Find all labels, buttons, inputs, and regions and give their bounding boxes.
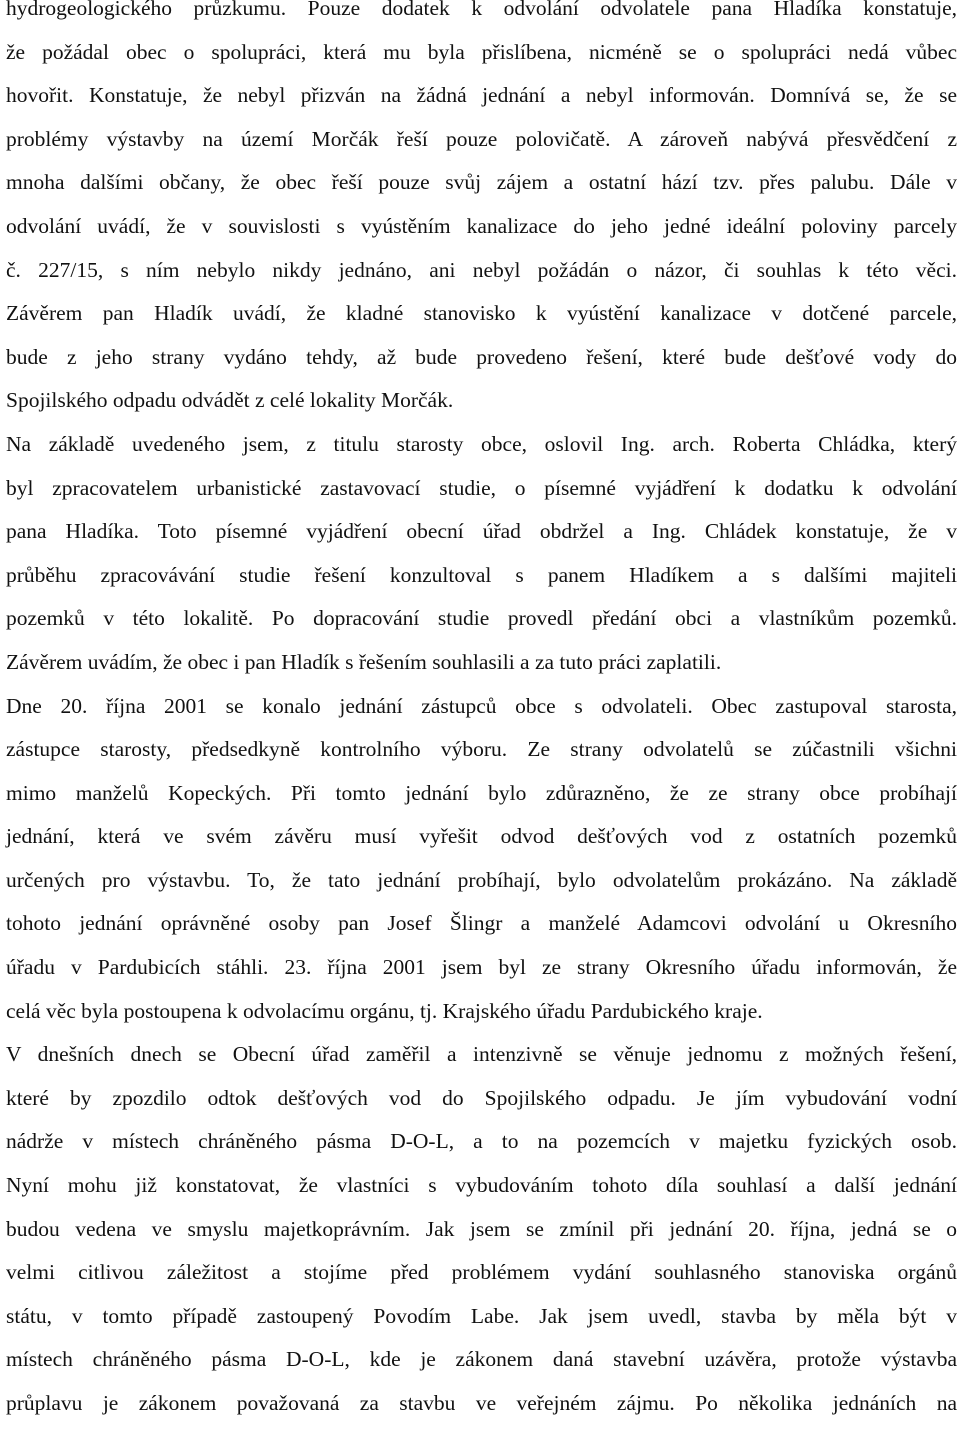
- text-line: pozemků v této lokalitě. Po dopracování studie provedl předání obci a vlastníkům pozemků.: [6, 606, 957, 631]
- text-line: byl zpracovatelem urbanistické zastavovací studie, o písemné vyjádření k dodatku k odvolání: [6, 475, 957, 500]
- text-line: průběhu zpracovávání studie řešení konzultoval s panem Hladíkem a s dalšími majiteli: [6, 562, 957, 587]
- text-line: jednání, která ve svém závěru musí vyřešit odvod dešťových vod z ostatních pozemků: [6, 824, 957, 849]
- text-line: problémy výstavby na území Morčák řeší pouze polovičatě. A zároveň nabývá přesvědčení z: [6, 126, 957, 151]
- paragraph-last-line: Závěrem uvádím, že obec i pan Hladík s řešením souhlasili a za tuto práci zaplatili.: [6, 649, 722, 674]
- text-line: hydrogeologického průzkumu. Pouze dodatek k odvolání odvolatele pana Hladíka konstatuje,: [6, 0, 957, 20]
- text-line: které by zpozdilo odtok dešťových vod do Spojilského odpadu. Je jím vybudování vodní: [6, 1085, 957, 1110]
- paragraph-last-line: celá věc byla postoupena k odvolacímu orgánu, tj. Krajského úřadu Pardubického kraje.: [6, 998, 763, 1023]
- text-line: průplavu je zákonem považovaná za stavbu ve veřejném zájmu. Po několika jednáních na: [6, 1391, 957, 1415]
- text-line: bude z jeho strany vydáno tehdy, až bude provedeno řešení, které bude dešťové vody do: [6, 344, 957, 369]
- paragraph-last-line: Spojilského odpadu odvádět z celé lokality Morčák.: [6, 388, 454, 413]
- text-line: nádrže v místech chráněného pásma D-O-L, a to na pozemcích v majetku fyzických osob.: [6, 1129, 957, 1154]
- text-line: budou vedena ve smyslu majetkoprávním. Jak jsem se zmínil při jednání 20. října, jedná se o: [6, 1216, 957, 1241]
- text-line: odvolání uvádí, že v souvislosti s vyústěním kanalizace do jeho jedné ideální poloviny parcely: [6, 213, 957, 238]
- text-line: hovořit. Konstatuje, že nebyl přizván na žádná jednání a nebyl informován. Domnívá se, že se: [6, 83, 957, 108]
- text-line: V dnešních dnech se Obecní úřad zaměřil a intenzivně se věnuje jednomu z možných řešení,: [6, 1042, 957, 1067]
- text-line: místech chráněného pásma D-O-L, kde je zákonem daná stavební uzávěra, protože výstavba: [6, 1347, 957, 1372]
- text-line: Závěrem pan Hladík uvádí, že kladné stanovisko k vyústění kanalizace v dotčené parcele,: [6, 301, 957, 326]
- text-line: Dne 20. října 2001 se konalo jednání zástupců obce s odvolateli. Obec zastupoval starosta,: [6, 693, 957, 718]
- text-line: č. 227/15, s ním nebylo nikdy jednáno, ani nebyl požádán o názor, či souhlas k této věci.: [6, 257, 957, 282]
- text-line: tohoto jednání oprávněné osoby pan Josef Šlingr a manželé Adamcovi odvolání u Okresního: [6, 911, 957, 936]
- text-line: že požádal obec o spolupráci, která mu byla přislíbena, nicméně se o spolupráci nedá vůbec: [6, 39, 957, 64]
- text-line: Na základě uvedeného jsem, z titulu starosty obce, oslovil Ing. arch. Roberta Chládka, který: [6, 431, 957, 456]
- text-line: určených pro výstavbu. To, že tato jednání probíhají, bylo odvolatelům prokázáno. Na základě: [6, 867, 957, 892]
- text-line: pana Hladíka. Toto písemné vyjádření obecní úřad obdržel a Ing. Chládek konstatuje, že v: [6, 519, 957, 544]
- text-line: zástupce starosty, předsedkyně kontrolního výboru. Ze strany odvolatelů se zúčastnili všichni: [6, 737, 957, 762]
- text-line: mimo manželů Kopeckých. Při tomto jednání bylo zdůrazněno, že ze strany obce probíhají: [6, 780, 957, 805]
- text-line: státu, v tomto případě zastoupený Povodím Labe. Jak jsem uvedl, stavba by měla být v: [6, 1303, 957, 1328]
- text-line: mnoha dalšími občany, že obec řeší pouze svůj zájem a ostatní hází tzv. přes palubu. Dále v: [6, 170, 957, 195]
- text-line: velmi citlivou záležitost a stojíme před problémem vydání souhlasného stanoviska orgánů: [6, 1260, 957, 1285]
- text-line: úřadu v Pardubicích stáhli. 23. října 2001 jsem byl ze strany Okresního úřadu informován, že: [6, 955, 957, 980]
- text-line: Nyní mohu již konstatovat, že vlastníci s vybudováním tohoto díla souhlasí a další jednání: [6, 1173, 957, 1198]
